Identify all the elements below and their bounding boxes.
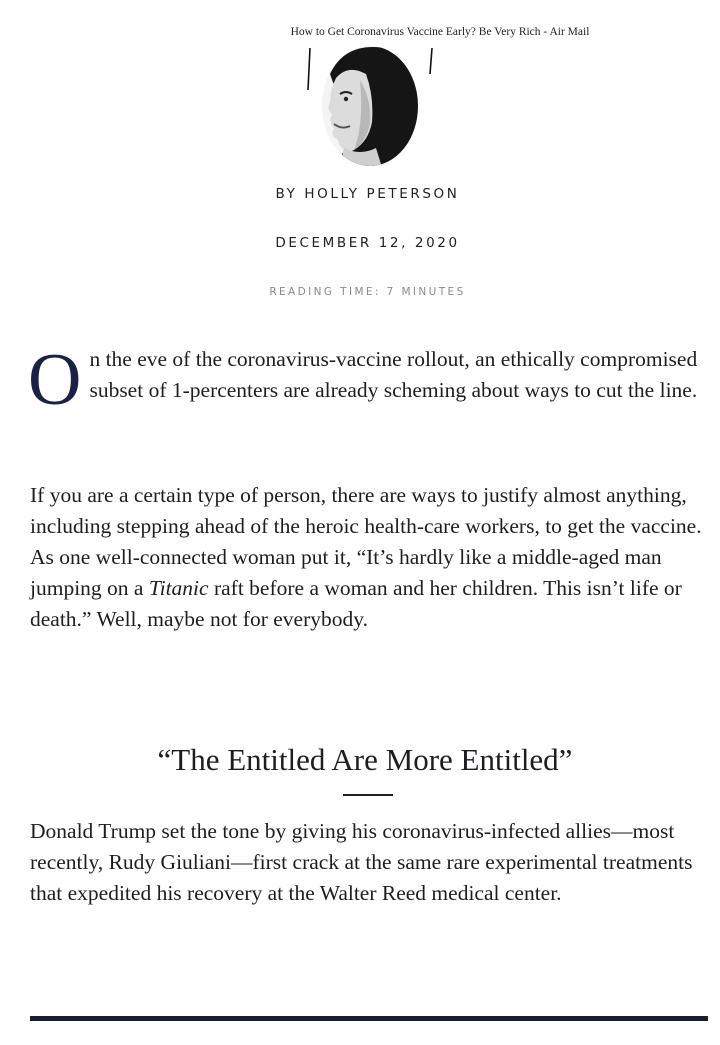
author-avatar [300,44,440,174]
dropcap: O [28,339,82,421]
heading-divider [343,794,393,796]
paragraph-2-text-a: If you are a certain type of person, there are ways to justify almost anything, including stepping ahead of the heroic health-care workers, to get the vaccine. As one well-connected woman put it, “It’s hardly like a middle-aged man jumping on a [30,483,702,600]
page-title: How to Get Coronavirus Vaccine Early? Be Very Rich - Air Mail [290,26,590,38]
publish-date: DECEMBER 12, 2020 [275,235,460,251]
paragraph-3: Donald Trump set the tone by giving his coronavirus-infected allies—most recently, Rudy Giuliani—first crack at the same rare experimental treatments that expedited his recovery at the Walter Reed medical center. [30,819,693,905]
byline: BY HOLLY PETERSON [275,186,460,202]
paragraph-2 [30,480,720,635]
paragraph-intro [28,339,720,421]
titanic-italic: Titanic [148,576,209,600]
paragraph-2-text-b: raft before a woman and her children. This isn’t life or death.” Well, maybe not for everybody. [30,576,682,631]
paragraph-intro-text: n the eve of the coronavirus-vaccine rollout, an ethically compromised subset of 1-percenters are already scheming about ways to cut the line. [89,347,698,402]
bottom-divider [30,1016,708,1021]
reading-time: READING TIME: 7 MINUTES [269,286,466,298]
section-heading: “The Entitled Are More Entitled” [157,742,573,777]
